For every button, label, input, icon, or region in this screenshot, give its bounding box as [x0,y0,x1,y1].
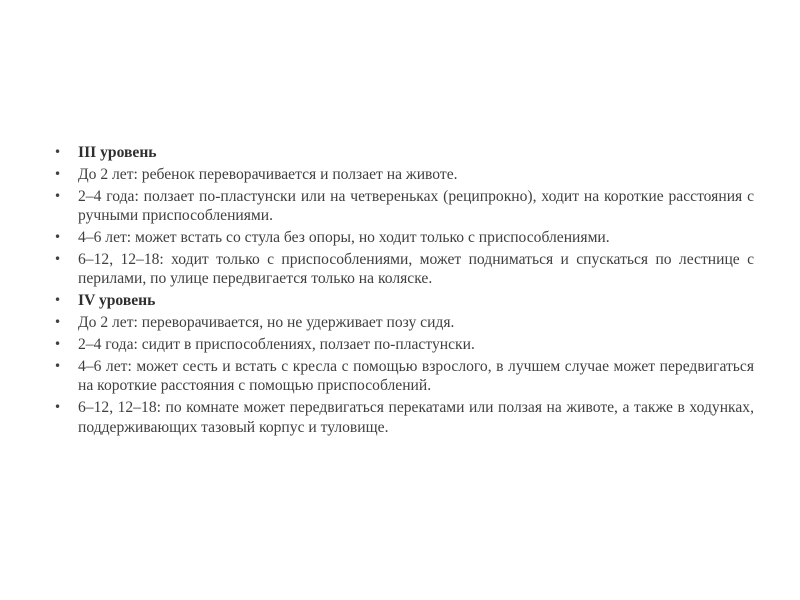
list-item-text: 6–12, 12–18: ходит только с приспособлениями, может подниматься и спускаться по лестнице с перилами, по улице передвигается только на коляске. [78,251,754,288]
list-item [52,357,754,396]
heading-level-3 [52,143,754,162]
heading-text: IV уровень [78,292,156,310]
bullet-icon: • [54,293,62,308]
bullet-list [52,143,754,440]
list-item-text: 4–6 лет: может сесть и встать с кресла с помощью взрослого, в лучшем случае может передвигаться на короткие расстояния с помощью приспособлений. [78,358,754,395]
list-item [52,228,754,247]
list-item [52,335,754,354]
bullet-icon: • [54,337,62,352]
bullet-icon: • [54,188,62,203]
list-item [52,187,754,226]
bullet-icon: • [54,400,62,415]
bullet-icon: • [54,145,62,159]
list-item-text: 2–4 года: ползает по-пластунски или на четвереньках (реципрокно), ходит на короткие расстояния с ручными приспособлениями. [78,187,754,225]
bullet-icon: • [54,315,62,330]
bullet-icon: • [54,230,62,245]
list-item [52,165,754,184]
list-item-text: До 2 лет: ребенок переворачивается и ползает на животе. [78,165,458,183]
heading-text: III уровень [78,144,157,161]
list-item-text: 2–4 года: сидит в приспособлениях, ползает по-пластунски. [78,336,475,354]
list-item [52,250,754,289]
list-item-text: До 2 лет: переворачивается, но не удерживает позу сидя. [78,314,455,332]
bullet-icon: • [54,252,62,267]
list-item [52,398,754,437]
bullet-icon: • [54,359,62,374]
heading-level-4 [52,291,754,310]
list-item-text: 4–6 лет: может встать со стула без опоры, но ходит только с приспособлениями. [78,229,610,247]
list-item-text: 6–12, 12–18: по комнате может передвигаться перекатами или ползая на животе, а также в ходунках, поддерживающих тазовый корпус и туловище. [78,399,754,436]
bullet-icon: • [54,166,62,181]
list-item [52,313,754,332]
